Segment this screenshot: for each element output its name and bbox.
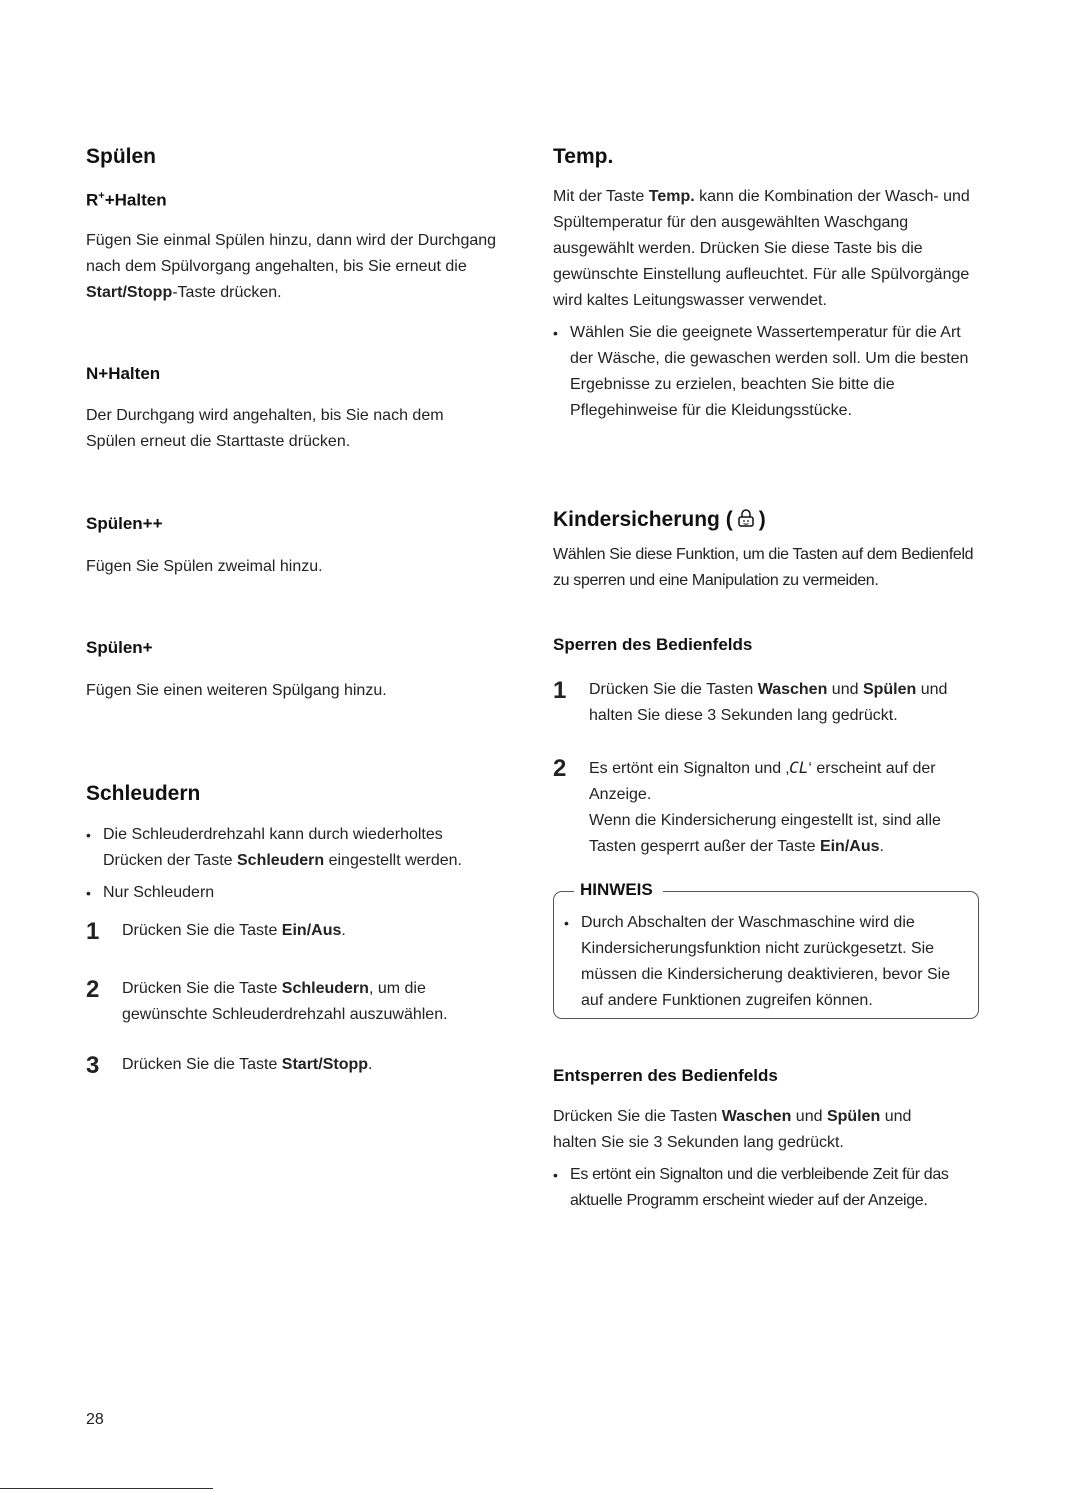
list-item: • Wählen Sie die geeignete Wassertemperatur für die Art der Wäsche, die gewaschen werden soll. Um die besten Ergebnisse zu erzielen, beachten Sie bitte die Pflegehinweise für die Kleidungsstücke. [553,320,978,424]
list-item: • Nur Schleudern [86,880,496,906]
section-title-temp: Temp. [553,145,614,168]
display-code: CL [789,758,809,777]
kindersicherung-text: Wählen Sie diese Funktion, um die Tasten auf dem Bedienfeld zu sperren und eine Manipulation zu vermeiden. [553,546,974,589]
child-lock-icon [736,508,756,528]
section-title-kindersicherung: Kindersicherung ( ) [553,508,766,531]
spuelen-pp-text: Fügen Sie Spülen zweimal hinzu. [86,558,323,575]
schleudern-step-1: 1 Drücken Sie die Taste Ein/Aus. [86,918,346,945]
hinweis-bullets [564,910,969,1014]
subsection-title-entsperren: Entsperren des Bedienfelds [553,1066,778,1085]
subsection-title-spuelen-p: Spülen+ [86,638,153,657]
subsection-title-spuelen-pp: Spülen++ [86,514,163,533]
spuelen-p-text: Fügen Sie einen weiteren Spülgang hinzu. [86,682,387,699]
subsection-title-r-halten: R++Halten [86,190,167,210]
subsection-title-sperren: Sperren des Bedienfelds [553,635,753,654]
section-title-spuelen: Spülen [86,145,157,168]
schleudern-step-3: 3 Drücken Sie die Taste Start/Stopp. [86,1052,373,1079]
step-number: 3 [86,1052,100,1079]
n-halten-text: Der Durchgang wird angehalten, bis Sie nach dem Spülen erneut die Starttaste drücken. [86,407,444,450]
schleudern-step-2: 2 Drücken Sie die Taste Schleudern, um die gewünschte Schleuderdrehzahl auszuwählen. [86,976,448,1023]
list-item: • Die Schleuderdrehzahl kann durch wiederholtes Drücken der Taste Schleudern eingestellt werden. [86,822,496,874]
hinweis-title: HINWEIS [574,880,663,900]
temp-bullets [553,320,978,424]
r-halten-text: Fügen Sie einmal Spülen hinzu, dann wird der Durchgang nach dem Spülvorgang angehalten, bis Sie erneut die Start/Stopp-Taste drücken. [86,232,497,301]
step-number: 2 [553,755,567,782]
page-number: 28 [86,1411,104,1428]
step-number: 1 [86,918,100,945]
sperren-step-2: 2 Es ertönt ein Signalton und ‚CL‘ erscheint auf der Anzeige. Wenn die Kindersicherung eingestellt ist, sind alle Tasten gesperrt außer der Taste Ein/Aus. [553,755,941,855]
step-number: 2 [86,976,100,1003]
schleudern-bullets [86,822,496,906]
section-title-schleudern: Schleudern [86,782,201,805]
footer-divider [0,1488,213,1489]
entsperren-bullets [553,1162,985,1214]
temp-text: Mit der Taste Temp. kann die Kombination der Wasch- und Spültemperatur für den ausgewählten Waschgang ausgewählt werden. Drücken Sie diese Taste bis die gewünschte Einstellung aufleuchtet. Für alle Spülvorgänge wird kaltes Leitungswasser verwendet. [553,188,970,309]
list-item: • Durch Abschalten der Waschmaschine wird die Kindersicherungsfunktion nicht zurückgesetzt. Sie müssen die Kindersicherung deaktivieren, bevor Sie auf andere Funktionen zugreifen können. [564,910,969,1014]
hinweis-box [553,880,979,1019]
step-number: 1 [553,677,567,704]
list-item: • Es ertönt ein Signalton und die verbleibende Zeit für das aktuelle Programm erscheint wieder auf der Anzeige. [553,1162,985,1214]
sperren-step-1: 1 Drücken Sie die Tasten Waschen und Spülen und halten Sie diese 3 Sekunden lang gedrückt. [553,677,948,724]
entsperren-text: Drücken Sie die Tasten Waschen und Spülen und halten Sie sie 3 Sekunden lang gedrückt. [553,1108,912,1151]
subsection-title-n-halten: N+Halten [86,364,161,383]
